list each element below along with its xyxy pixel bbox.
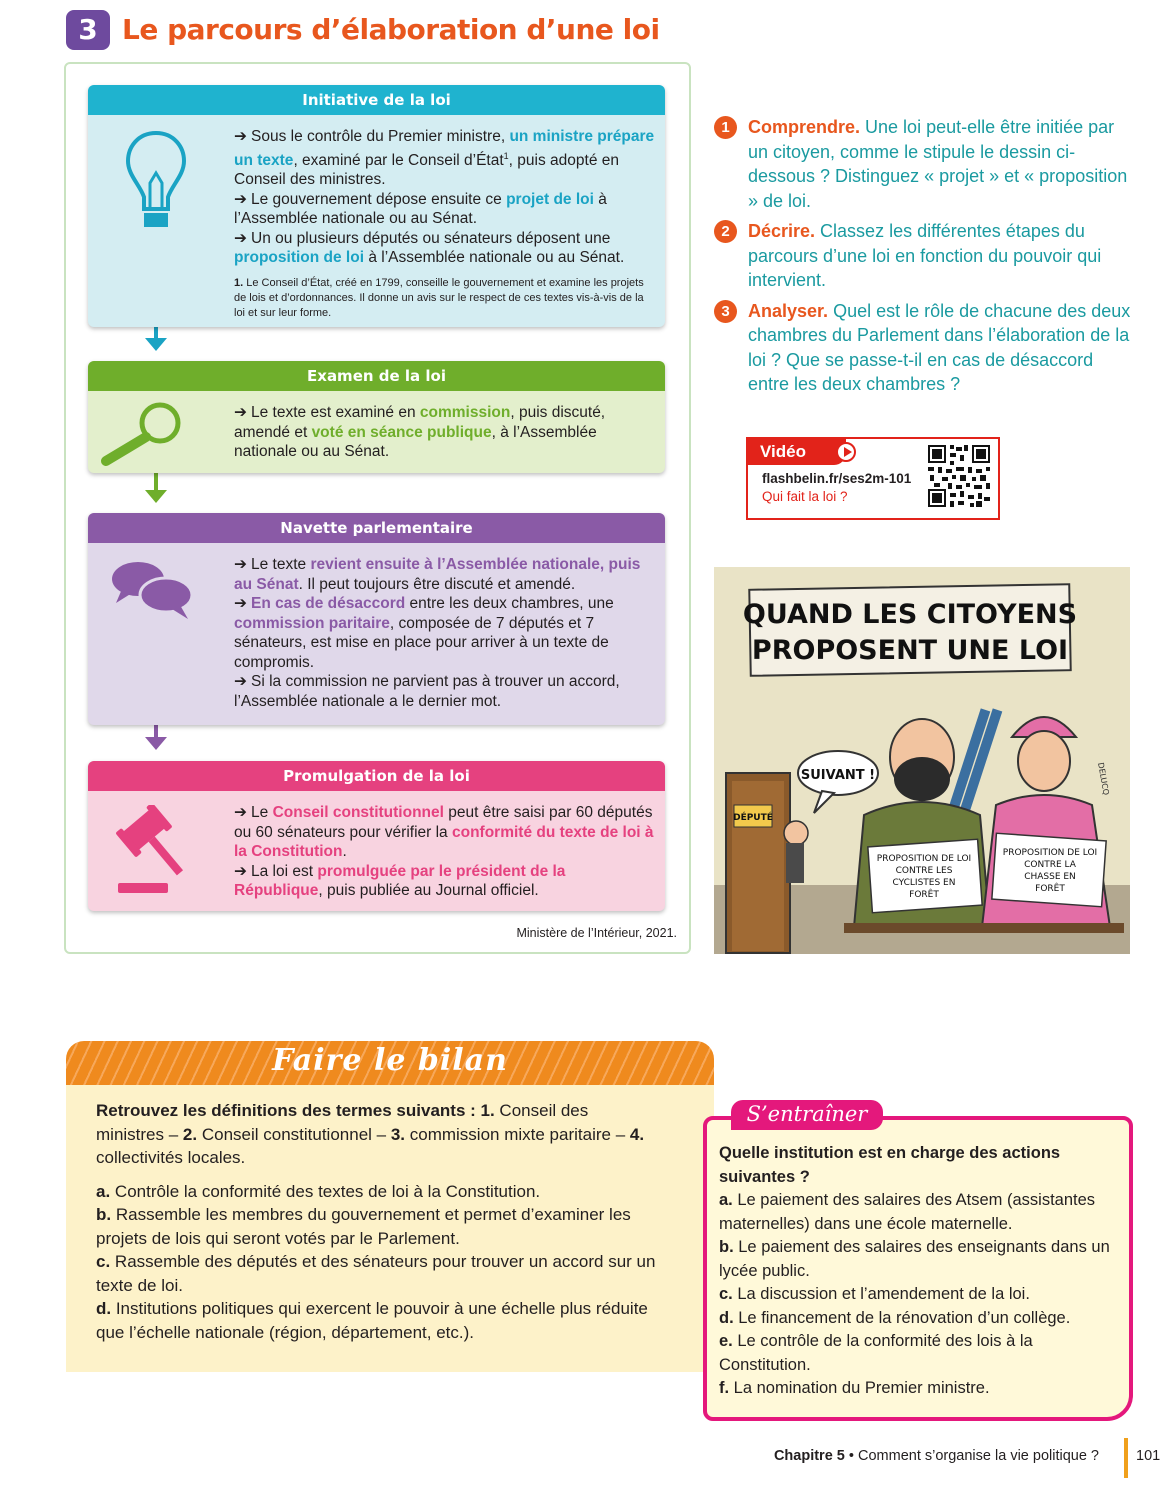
highlight: revient ensuite à l’Assemblée nationale, puis au Sénat xyxy=(234,556,641,593)
list-item: e. Le contrôle de la conformité des lois à la Constitution. xyxy=(719,1332,1033,1374)
cartoon-door-label: DÉPUTÉ xyxy=(733,813,773,823)
text-run: Sous le contrôle du Premier ministre, xyxy=(251,128,510,145)
footer-divider xyxy=(1124,1438,1128,1478)
promulgation-box xyxy=(88,761,665,911)
entrainer-panel xyxy=(703,1116,1133,1421)
arrow-bullet: ➔ xyxy=(234,673,247,690)
highlight: projet de loi xyxy=(506,190,594,208)
arrow-bullet: ➔ xyxy=(234,404,247,421)
questions-list xyxy=(714,115,1134,403)
bilan-text: Retrouvez les définitions des termes suivants : 1. Conseil des ministres – 2. Conseil constitutionnel – 3. commission mixte paritaire – 4. collectivités locales. a. Contrôle la conformité des textes de loi à la Constitution. b. Rassemble les membres du gouvernement et permet d’examiner les projets de lois qui seront votés par le Parlement. c. Rassemble des députés et des sénateurs pour trouver un accord sur un texte de loi. d. Institutions politiques qui exercent le pouvoir à une échelle plus réduite que l’échelle nationale (région, département, etc.). xyxy=(96,1099,656,1344)
initiative-box xyxy=(88,85,665,327)
cartoon-paper2-line2: CONTRE LA xyxy=(1024,860,1076,870)
question-text: Une loi peut-elle être initiée par un citoyen, comme le stipule le dessin ci-dessous ? Distinguez « projet » et « proposition » de loi. xyxy=(748,117,1128,211)
cartoon-bubble-text: SUIVANT ! xyxy=(800,768,876,783)
gavel-icon xyxy=(112,805,196,897)
highlight: proposition de loi xyxy=(234,249,365,267)
arrow-bullet: ➔ xyxy=(234,804,247,821)
text-run: , examiné par le Conseil d’État xyxy=(293,151,504,169)
list-item: d. Le financement de la rénovation d’un collège. xyxy=(719,1308,1071,1327)
text-run: , composée de 7 députés et 7 sénateurs, est mise en place pour arriver à un texte de compromis. xyxy=(234,614,609,671)
cartoon-paper1-line4: FORÊT xyxy=(909,890,939,900)
text-run: Un ou plusieurs députés ou sénateurs déposent une xyxy=(251,229,611,247)
list-item: b. Le paiement des salaires des enseignants dans un lycée public. xyxy=(719,1238,1110,1280)
entrainer-text xyxy=(719,1142,1119,1401)
footnote-ref: 1 xyxy=(503,150,509,161)
question-text: Quel est le rôle de chacune des deux chambres du Parlement dans l’élaboration de la loi ? Que se passe-t-il en cas de désaccord entre les deux chambres ? xyxy=(748,300,1131,394)
question-number: 3 xyxy=(714,300,737,323)
highlight: En cas de désaccord xyxy=(251,595,406,612)
question-item xyxy=(714,115,1134,213)
question-label: Décrire. xyxy=(748,221,816,241)
text-run: à l’Assemblée nationale ou au Sénat. xyxy=(234,190,607,228)
text-run: . Il peut toujours être discuté et amendé. xyxy=(298,575,576,593)
highlight: commission xyxy=(419,404,511,421)
question-item xyxy=(714,299,1134,397)
arrow-bullet: ➔ xyxy=(234,595,247,612)
text-run: , à l’Assemblée nationale ou au Sénat. xyxy=(234,423,597,460)
text-run: Le texte est examiné en xyxy=(251,404,420,421)
cartoon-signature: DELUCQ xyxy=(1096,761,1111,796)
list-item: d. Institutions politiques qui exercent le pouvoir à une échelle plus réduite que l’échelle nationale (région, département, etc.). xyxy=(96,1299,648,1342)
highlight: conformité du texte de loi à la Constitution xyxy=(234,823,654,860)
arrow-bullet: ➔ xyxy=(234,190,247,208)
question-number: 2 xyxy=(714,220,737,243)
list-item: a. Contrôle la conformité des textes de loi à la Constitution. xyxy=(96,1181,541,1201)
cartoon-paper1-line3: CYCLISTES EN xyxy=(892,878,956,888)
list-item: c. Rassemble des députés et des sénateurs pour trouver un accord sur un texte de loi. xyxy=(96,1252,656,1295)
arrow-bullet: ➔ xyxy=(234,229,247,247)
cartoon-drawing xyxy=(714,567,1130,954)
navette-box xyxy=(88,513,665,725)
cartoon-paper2-line4: FORÊT xyxy=(1035,884,1065,894)
bilan-panel xyxy=(66,1085,714,1372)
flow-arrow xyxy=(145,737,167,750)
highlight: Conseil constitutionnel xyxy=(272,804,444,821)
bilan-title: Faire le bilan xyxy=(272,1043,508,1078)
cartoon-illustration xyxy=(714,567,1130,954)
entrainer-tag: S’entraîner xyxy=(731,1100,883,1130)
text-run: , puis adopté en Conseil des ministres. xyxy=(234,151,619,189)
chapter-footer: Chapitre 5 • Comment s’organise la vie politique ? xyxy=(773,1448,1099,1464)
bilan-intro: Retrouvez les définitions des termes suivants : xyxy=(96,1101,476,1120)
flow-arrow xyxy=(145,490,167,503)
bilan-header xyxy=(66,1041,714,1085)
play-icon[interactable] xyxy=(836,442,856,462)
text-run: . xyxy=(342,843,347,860)
qr-code-icon[interactable] xyxy=(926,443,992,509)
entrainer-question: Quelle institution est en charge des actions suivantes ? xyxy=(719,1144,1061,1186)
question-text: Classez les différentes étapes du parcours d’une loi en fonction du pouvoir qui intervient. xyxy=(748,221,1102,290)
text-run: La loi est xyxy=(251,862,318,880)
text-run: Si la commission ne parvient pas à trouver un accord, l’Assemblée nationale a le dernier mot. xyxy=(234,673,620,710)
text-run: Le xyxy=(251,804,273,821)
question-label: Comprendre. xyxy=(748,117,861,137)
page-number: 101 xyxy=(1136,1448,1161,1464)
list-item: a. Le paiement des salaires des Atsem (assistantes maternelles) dans une école maternelle. xyxy=(719,1191,1096,1233)
promulgation-title: Promulgation de la loi xyxy=(88,761,665,791)
examen-box xyxy=(88,361,665,473)
navette-title: Navette parlementaire xyxy=(88,513,665,543)
arrow-bullet: ➔ xyxy=(234,556,247,573)
footnote: 1. Le Conseil d’État, créé en 1799, conseille le gouvernement et examine les projets de lois et d’ordonnances. Il donne un avis sur le respect de ces textes vis-à-vis de la loi et sur leur forme. xyxy=(234,276,644,319)
magnifier-icon xyxy=(98,395,188,467)
arrow-bullet: ➔ xyxy=(234,862,247,880)
video-tag: Vidéo xyxy=(748,439,846,465)
text-run: , puis discuté, amendé et xyxy=(234,404,606,441)
lightbulb-icon xyxy=(124,129,188,239)
highlight: voté en séance publique xyxy=(311,423,492,441)
highlight: un ministre prépare un texte xyxy=(234,128,655,169)
initiative-title: Initiative de la loi xyxy=(88,85,665,115)
arrow-bullet: ➔ xyxy=(234,128,247,145)
cartoon-sign-line2: PROPOSENT UNE LOI xyxy=(751,635,1069,666)
text-run: peut être saisi par 60 députés ou 60 sénateurs pour vérifier la xyxy=(234,804,653,841)
cartoon-sign-line1: QUAND LES CITOYENS xyxy=(742,599,1078,630)
source-credit: Ministère de l’Intérieur, 2021. xyxy=(516,926,677,940)
highlight: commission paritaire xyxy=(234,614,390,632)
speech-bubbles-icon xyxy=(110,559,194,623)
document-number: 3 xyxy=(66,10,110,50)
video-link-box[interactable] xyxy=(746,437,1000,520)
cartoon-paper2-line1: PROPOSITION DE LOI xyxy=(1002,848,1098,858)
question-item xyxy=(714,219,1134,293)
text-run: Le gouvernement dépose ensuite ce xyxy=(251,190,507,208)
question-label: Analyser. xyxy=(748,300,829,321)
examen-title: Examen de la loi xyxy=(88,361,665,391)
text-run: Le texte xyxy=(251,556,311,573)
page-title: Le parcours d’élaboration d’une loi xyxy=(122,13,660,46)
question-number: 1 xyxy=(714,116,737,139)
list-item: c. La discussion et l’amendement de la loi. xyxy=(719,1285,1030,1303)
text-run: , puis publiée au Journal officiel. xyxy=(318,882,539,899)
cartoon-paper2-line3: CHASSE EN xyxy=(1024,872,1076,882)
list-item: f. La nomination du Premier ministre. xyxy=(719,1379,990,1397)
video-subtitle[interactable]: Qui fait la loi ? xyxy=(762,489,848,504)
text-run: entre les deux chambres, une xyxy=(405,595,614,612)
cartoon-paper1-line2: CONTRE LES xyxy=(895,866,953,876)
flow-arrow xyxy=(145,338,167,351)
highlight: promulguée par le président de la République xyxy=(234,862,566,899)
list-item: b. Rassemble les membres du gouvernement et permet d’examiner les projets de lois qui seront votés par le Parlement. xyxy=(96,1205,631,1248)
cartoon-paper1-line1: PROPOSITION DE LOI xyxy=(876,854,972,864)
text-run: à l’Assemblée nationale ou au Sénat. xyxy=(364,249,625,267)
video-url[interactable]: flashbelin.fr/ses2m-101 xyxy=(762,471,912,486)
